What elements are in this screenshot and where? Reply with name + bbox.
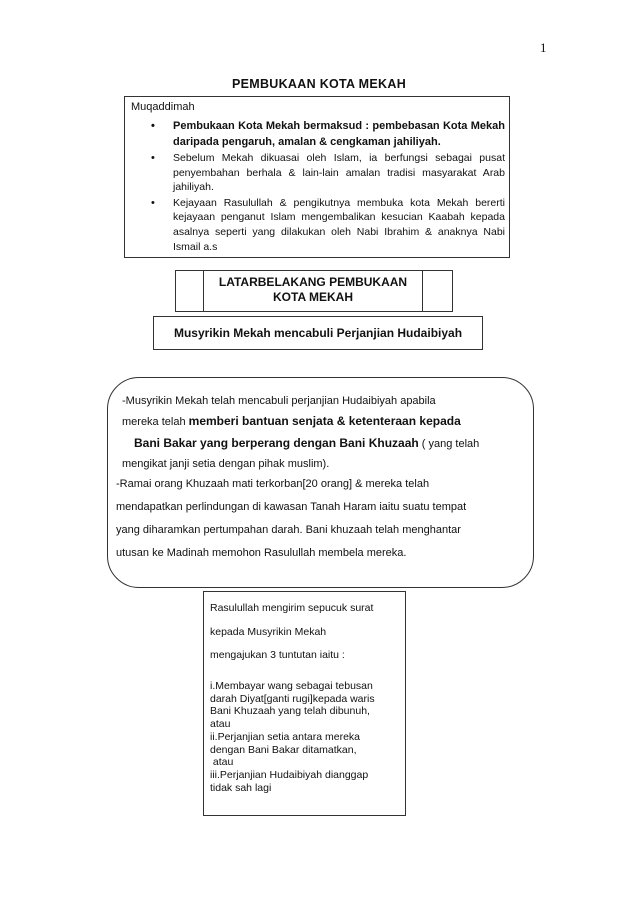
subheading-box: Musyrikin Mekah mencabuli Perjanjian Hudaibiyah [153, 316, 483, 350]
list-item [131, 151, 505, 195]
detail-text: ( yang telah [418, 438, 480, 450]
bullet-icon: • [151, 196, 155, 209]
detail-line: mendapatkan perlindungan di kawasan Tanah Haram iaitu suatu tempat [116, 501, 467, 513]
detail-bold: memberi bantuan senjata & ketenteraan kepada [188, 414, 461, 428]
muqaddimah-box [124, 96, 510, 258]
latarbelakang-line1: LATARBELAKANG PEMBUKAAN [218, 275, 408, 289]
surat-line: mengajukan 3 tuntutan iaitu : [210, 649, 345, 661]
muqaddimah-label: Muqaddimah [131, 101, 195, 113]
latarbelakang-heading [203, 270, 423, 312]
list-item [131, 196, 505, 254]
surat-box [203, 591, 406, 816]
latarbelakang-line2: KOTA MEKAH [273, 290, 353, 304]
detail-line: utusan ke Madinah memohon Rasulullah membela mereka. [116, 547, 407, 559]
page-number: 1 [540, 40, 547, 55]
detail-bold: Bani Bakar yang berperang dengan Bani Khuzaah [134, 436, 419, 450]
latarbelakang-box [175, 270, 453, 312]
detail-line [122, 414, 461, 428]
detail-line: -Ramai orang Khuzaah mati terkorban[20 orang] & mereka telah [116, 478, 430, 490]
detail-line: mengikat janji setia dengan pihak muslim). [122, 458, 330, 470]
detail-box [107, 377, 534, 588]
surat-demands: i.Membayar wang sebagai tebusan darah Diyat[ganti rugi]kepada waris Bani Khuzaah yang telah dibunuh, atau ii.Perjanjian setia antara mereka dengan Bani Bakar ditamatkan, atau iii.Perjanjian Hudaibiyah dianggap tidak sah lagi [210, 680, 375, 794]
list-item [131, 119, 505, 150]
surat-line: kepada Musyrikin Mekah [210, 626, 327, 638]
bullet-icon: • [151, 120, 155, 132]
muqaddimah-list [131, 119, 505, 255]
bullet-text: Pembukaan Kota Mekah bermaksud : pembebasan Kota Mekah daripada pengaruh, amalan & cengkaman jahiliyah. [173, 120, 505, 148]
detail-line [134, 436, 479, 450]
bullet-text: Kejayaan Rasulullah & pengikutnya membuka kota Mekah bererti kejayaan penganut Islam mengembalikan kesucian Kaabah kepada asalnya seperti yang dilakukan oleh Nabi Ibrahim & anaknya Nabi Ismail a.s [173, 196, 505, 253]
detail-line: yang diharamkan pertumpahan darah. Bani khuzaah telah menghantar [116, 524, 461, 536]
detail-text: mereka telah [122, 416, 189, 428]
bullet-icon: • [151, 152, 155, 164]
page-title: PEMBUKAAN KOTA MEKAH [231, 77, 407, 91]
bullet-text: Sebelum Mekah dikuasai oleh Islam, ia berfungsi sebagai pusat penyembahan berhala & lain-lain amalan tradisi masyarakat Arab jahiliyah. [173, 152, 505, 194]
surat-line: Rasulullah mengirim sepucuk surat [210, 602, 374, 614]
detail-line: -Musyrikin Mekah telah mencabuli perjanjian Hudaibiyah apabila [122, 395, 436, 407]
